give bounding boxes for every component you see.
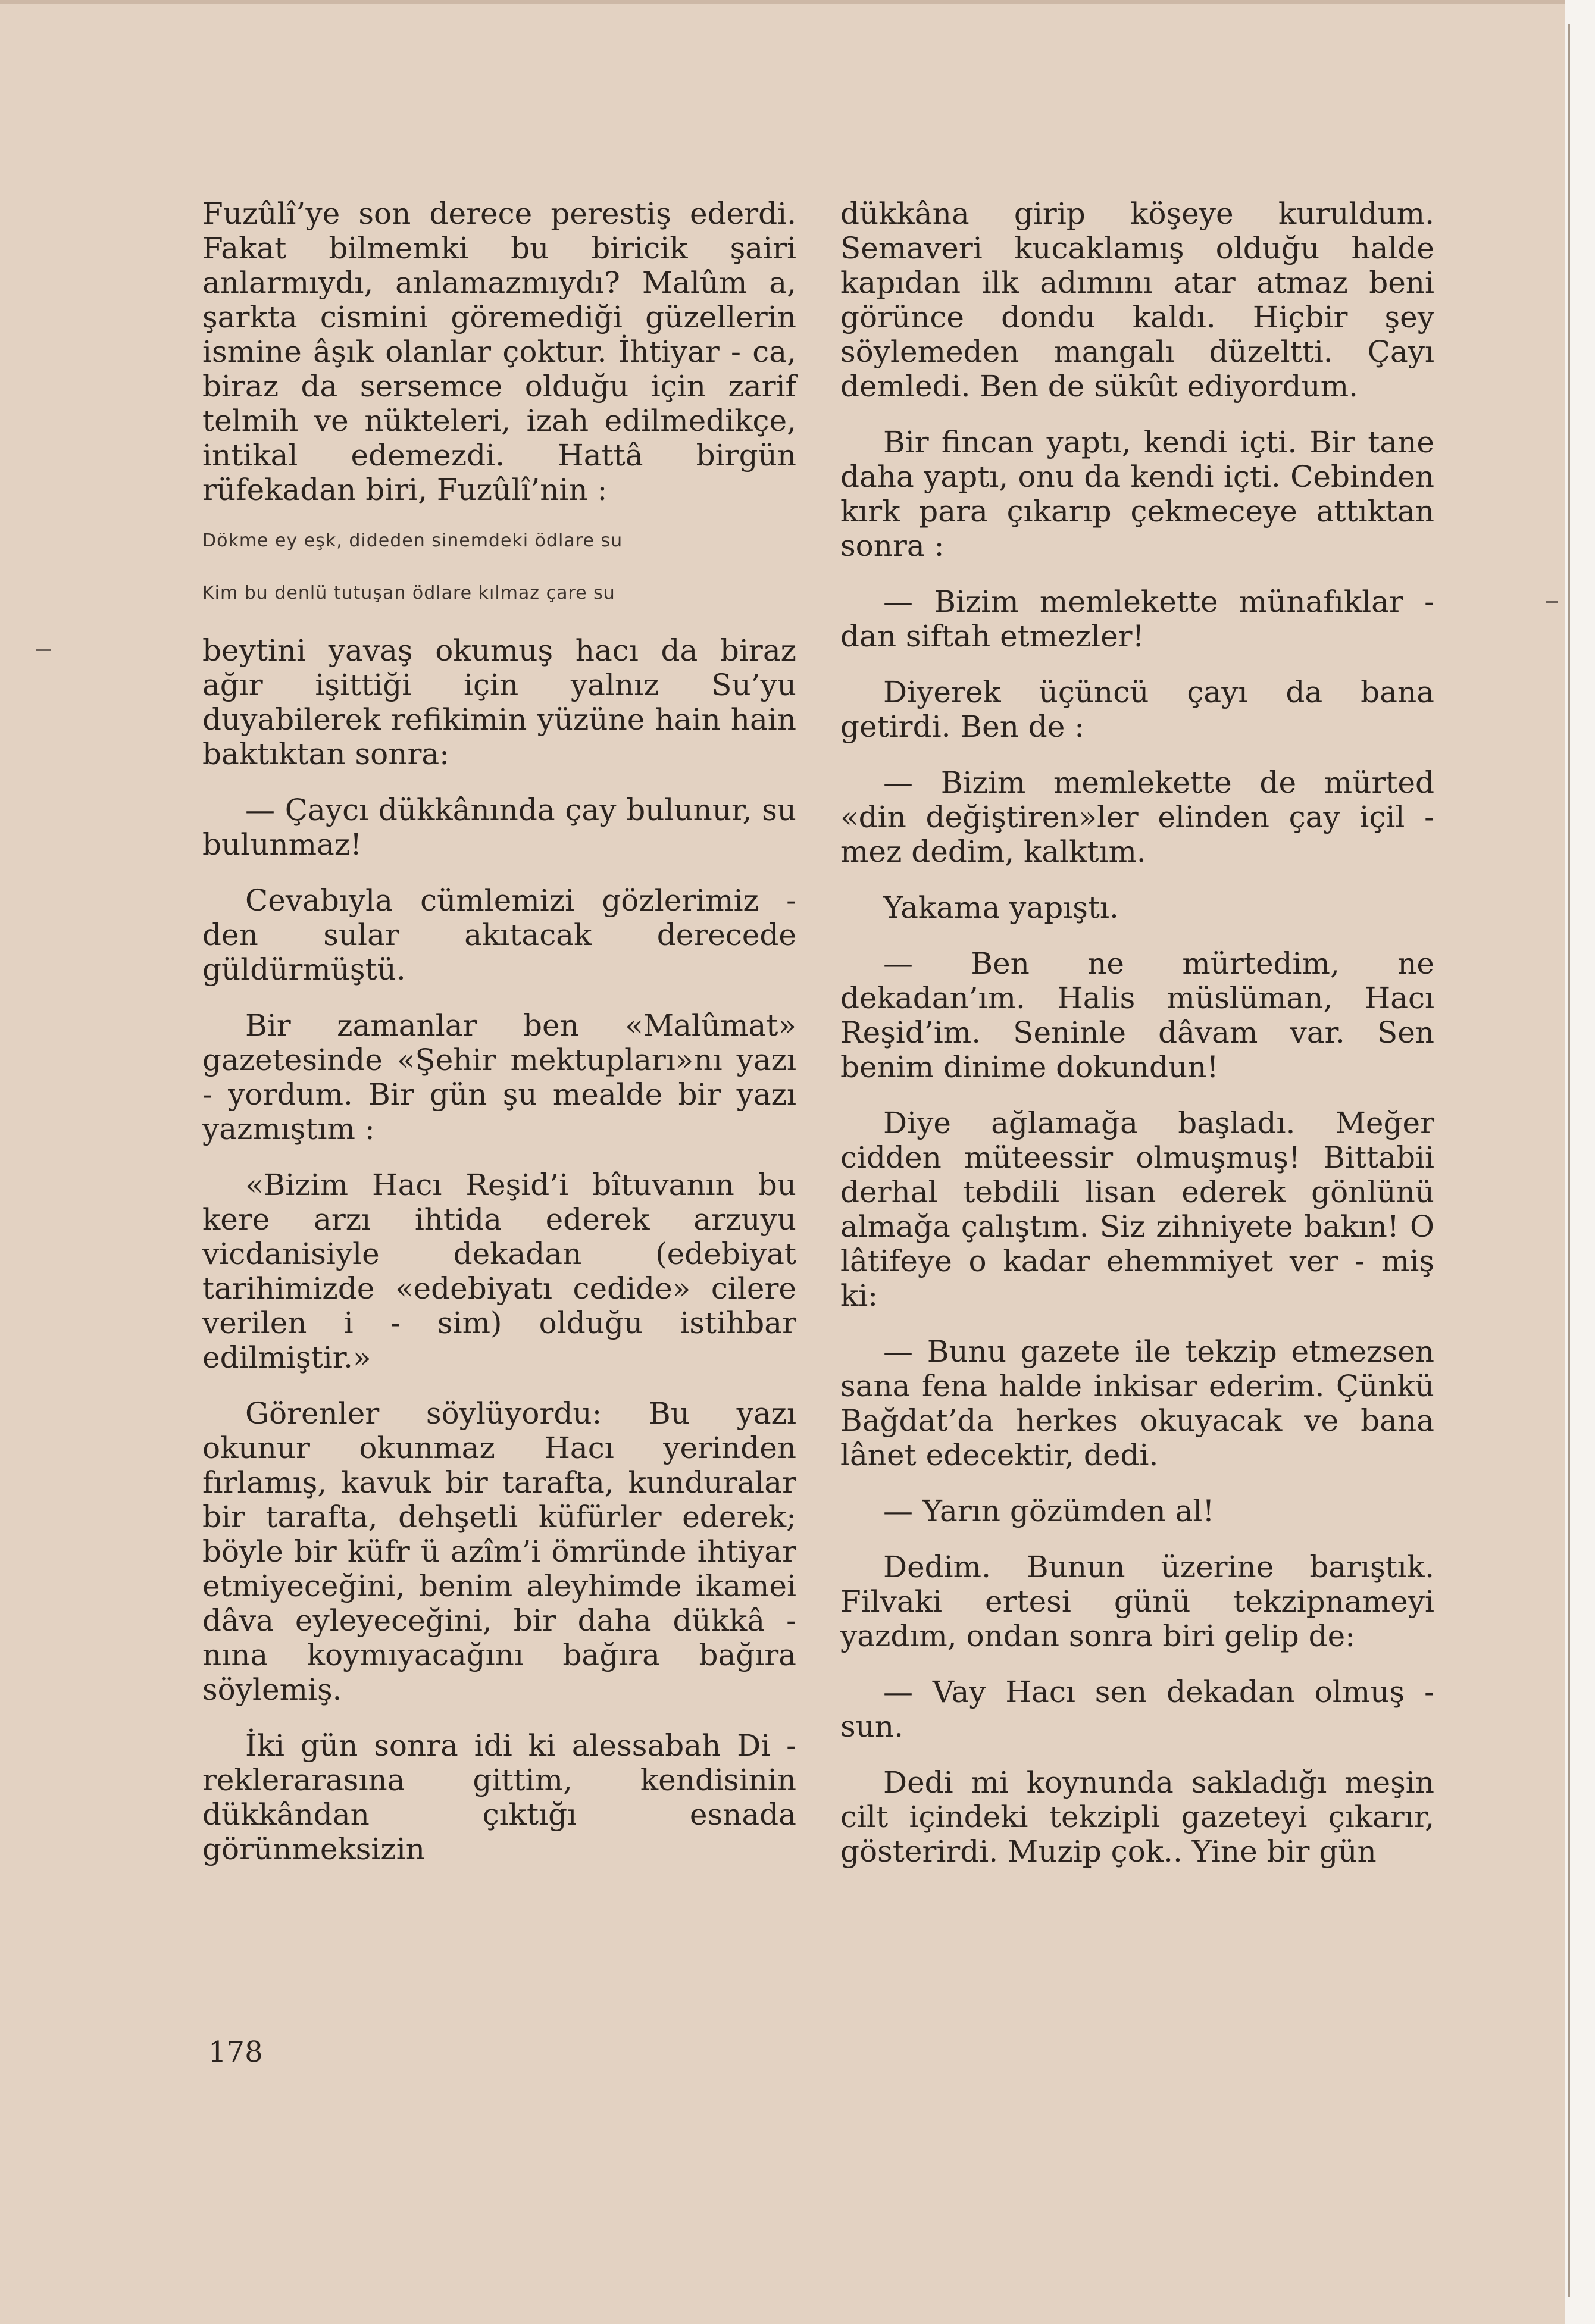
dialogue-line: — Yarın gözümden al! [883,1494,1215,1528]
paragraph: Dedim. Bunun üzerine barıştık. Filvaki ertesi günü tekzipnameyi yazdım, ondan sonra biri gelip de: [840,1550,1434,1653]
paragraph: Diyerek üçüncü çayı da bana getirdi. Ben de : [840,675,1434,744]
paragraph: Cevabıyla cümlemizi gözlerimiz - den sular akıtacak derecede güldürmüştü. [202,883,796,987]
margin-speck [36,649,51,651]
paragraph: Görenler söylüyordu: Bu yazı okunur okunmaz Hacı yerinden fırlamış, kavuk bir tarafta, kunduralar bir tarafta, dehşetli küfürler ederek; böyle bir küfr ü azîm’i ömründe ihtiyar etmiyeceğini, benim aleyhimde ikamei dâva eyleyeceğini, bir daha dükkâ - nına koymıyacağını bağıra bağıra söylemiş. [202,1396,796,1707]
poem-verse [202,528,796,606]
page-fold-line [1568,24,1570,2297]
paragraph: Diye ağlamağa başladı. Meğer cidden müteessir olmuşmuş! Bittabii derhal tebdili lisan ederek gönlünü almağa çalıştım. Siz zihniyete bakın! O lâtifeye o kadar ehemmiyet ver - miş ki: [840,1106,1434,1313]
paragraph: Bir fincan yaptı, kendi içti. Bir tane daha yaptı, onu da kendi içti. Cebinden kırk para çıkarıp çekmeceye attıktan sonra : [840,425,1434,563]
paper-top-edge [0,0,1571,4]
paragraph: beytini yavaş okumuş hacı da biraz ağır işittiği için yalnız Su’yu duyabilerek refikimin yüzüne hain hain baktıktan sonra: [202,633,796,771]
page-number: 178 [208,2035,263,2069]
paragraph: Dedi mi koynunda sakladığı meşin cilt içindeki tekzipli gazeteyi çıkarır, gösterirdi. Muzip çok.. Yine bir gün [840,1765,1434,1869]
verse-line: Dökme ey eşk, dideden sinemdeki ödlare su [202,530,623,551]
dialogue-line: — Bizim memlekette münafıklar - dan siftah etmezler! [840,584,1434,653]
dialogue-line: — Bunu gazete ile tekzip etmezsen sana fena halde inkisar ederim. Çünkü Bağdat’da herkes okuyacak ve bana lânet edecektir, dedi. [840,1334,1434,1472]
left-column [202,196,796,1888]
verse-line: Kim bu denlü tutuşan ödlare kılmaz çare su [202,583,615,603]
paragraph: dükkâna girip köşeye kuruldum. Semaveri kucaklamış olduğu halde kapıdan ilk adımını atar atmaz beni görünce dondu kaldı. Hiçbir şey söylemeden mangalı düzeltti. Çayı demledi. Ben de sükût ediyordum. [840,196,1434,404]
paragraph: Fuzûlî’ye son derece perestiş ederdi. Fakat bilmemki bu biricik şairi anlarmıydı, anlamazmıydı? Malûm a, şarkta cismini göremediği güzellerin ismine âşık olanlar çoktur. İhtiyar - ca, biraz da sersemce olduğu için zarif telmih ve nükteleri, izah edilmedikçe, intikal edemezdi. Hattâ birgün rüfekadan biri, Fuzûlî’nin : [202,196,796,507]
paragraph: İki gün sonra idi ki alessabah Di - reklerarasına gittim, kendisinin dükkândan çıktığı esnada görünmeksizin [202,1728,796,1866]
dialogue-line: — Çaycı dükkânında çay bulunur, su bulunmaz! [202,793,796,862]
dialogue-line: — Ben ne mürtedim, ne dekadan’ım. Halis müslüman, Hacı Reşid’im. Seninle dâvam var. Sen benim dinime dokundun! [840,946,1434,1084]
paragraph: Bir zamanlar ben «Malûmat» gazetesinde «Şehir mektupları»nı yazı - yordum. Bir gün şu mealde bir yazı yazmıştım : [202,1008,796,1146]
paragraph: Yakama yapıştı. [883,890,1119,925]
dialogue-line: — Bizim memlekette de mürted «din değiştiren»ler elinden çay içil - mez dedim, kalktım. [840,765,1434,869]
margin-speck [1546,601,1558,603]
right-column [840,196,1434,1890]
dialogue-line: — Vay Hacı sen dekadan olmuş - sun. [840,1675,1434,1744]
quoted-paragraph: «Bizim Hacı Reşid’i bîtuvanın bu kere arzı ihtida ederek arzuyu vicdanisiyle dekadan (edebiyat tarihimizde «edebiyatı cedide» cilere verilen i - sim) olduğu istihbar edilmiştir.» [202,1168,796,1375]
